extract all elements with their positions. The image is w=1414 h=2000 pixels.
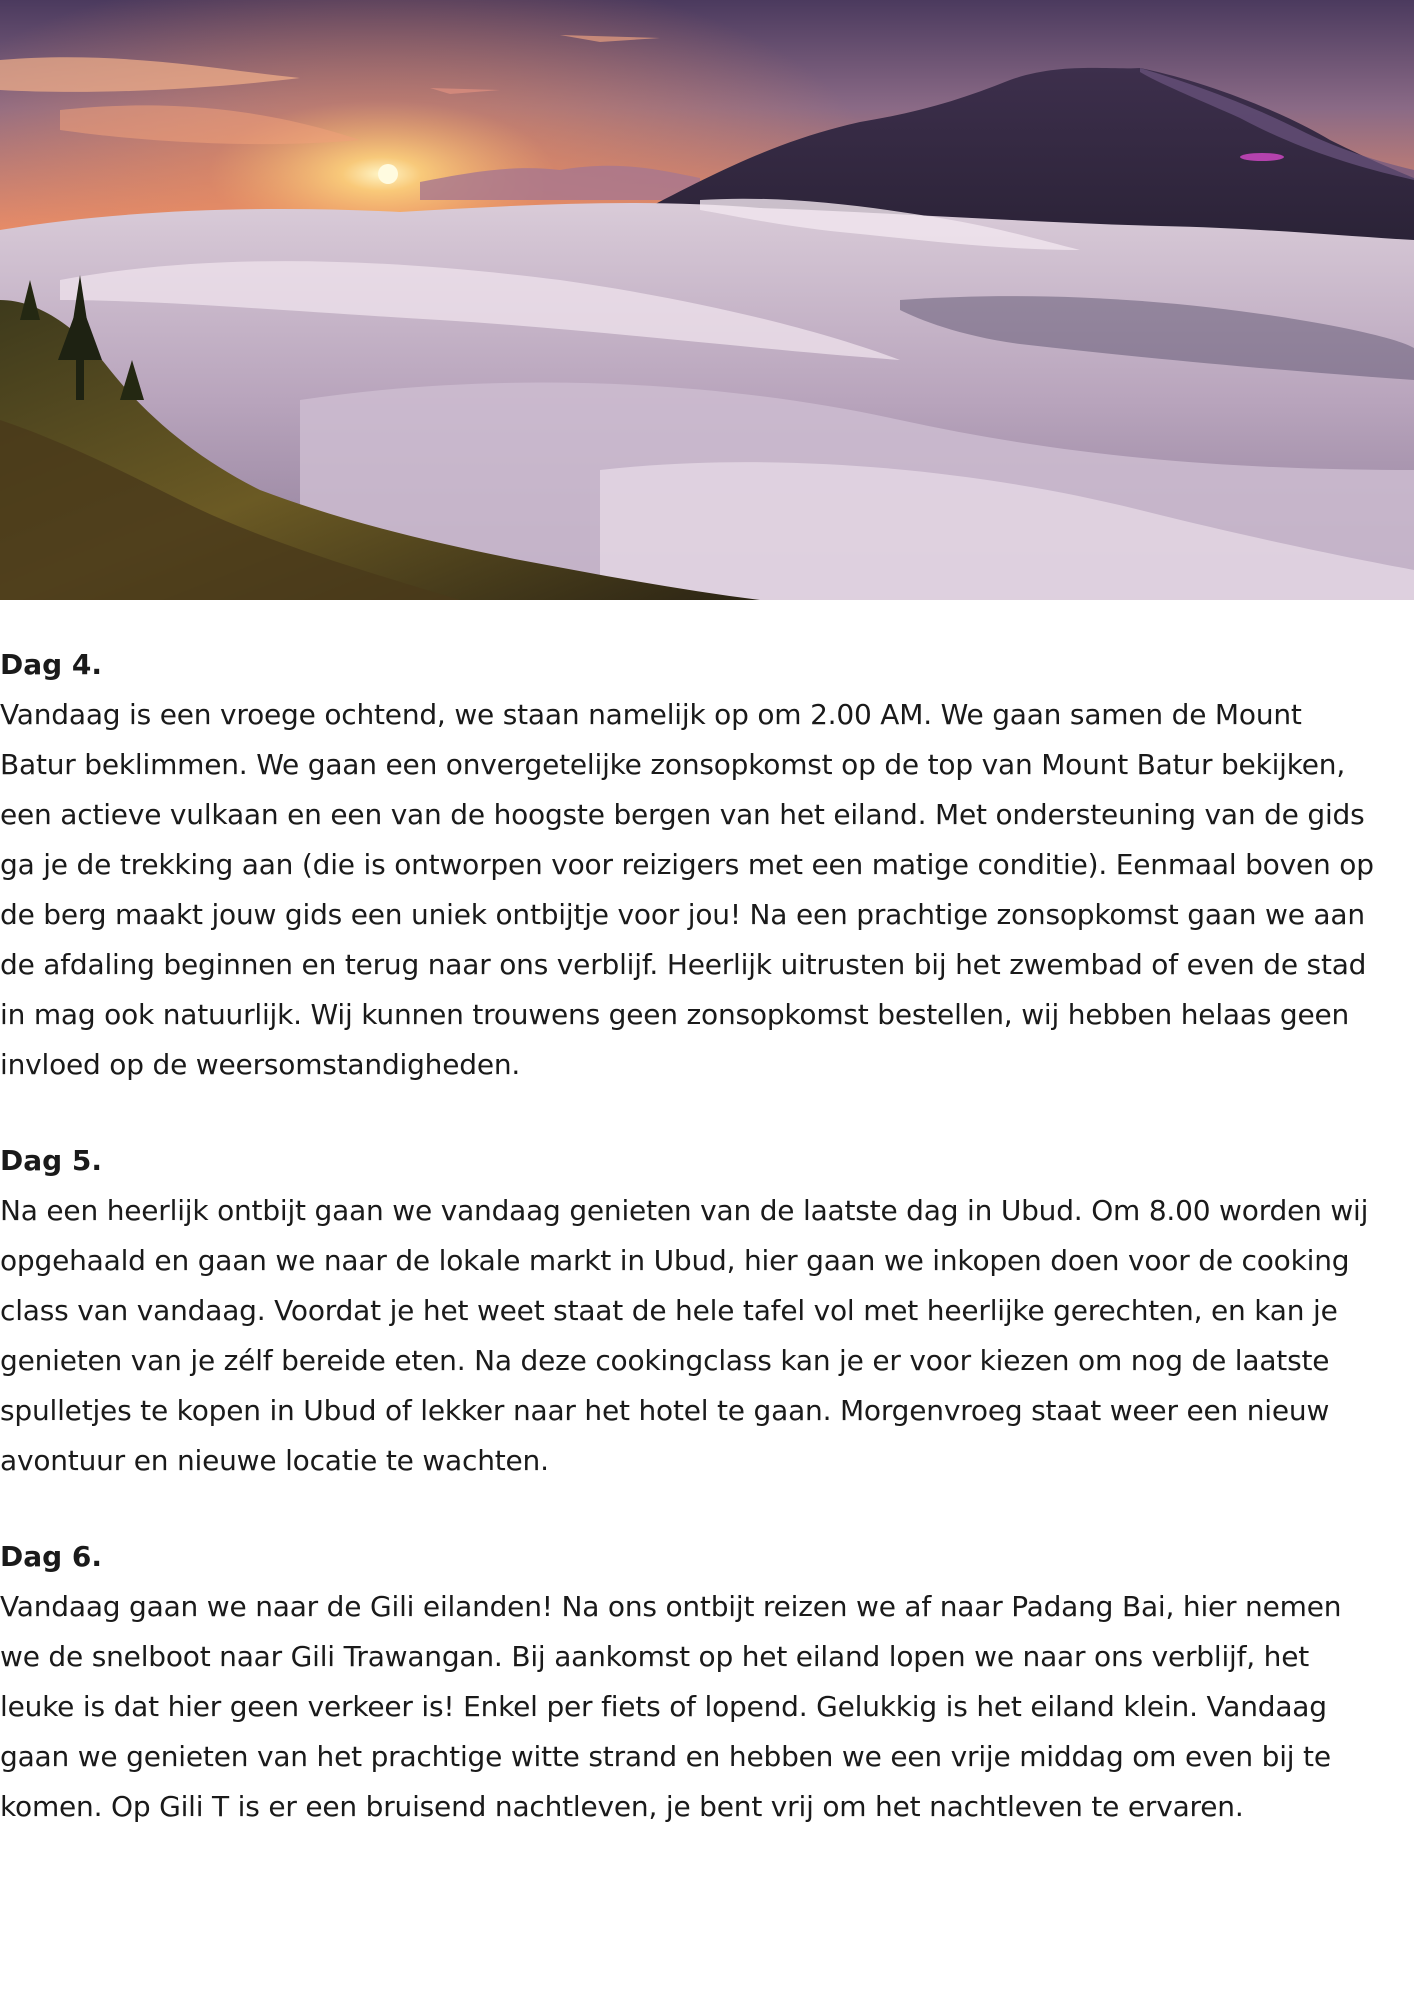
day-6-title: Dag 6. [0, 1540, 103, 1573]
day-6-section [0, 1532, 1380, 1832]
day-6-description: Vandaag gaan we naar de Gili eilanden! Na ons ontbijt reizen we af naar Padang Bai, hier nemen we de snelboot naar Gili Trawangan. Bij aankomst op het eiland lopen we naar ons verblijf, het leuke is dat hier geen verkeer is! Enkel per fiets of lopend. Gelukkig is het eiland klein. Vandaag gaan we genieten van het prachtige witte strand en hebben we een vrije middag om even bij te komen. Op Gili T is er een bruisend nachtleven, je bent vrij om het nachtleven te ervaren. [0, 1590, 1342, 1823]
itinerary-content [0, 640, 1380, 1878]
day-4-title: Dag 4. [0, 648, 103, 681]
hero-photo-sunrise-mount-batur [0, 0, 1414, 600]
sunrise-over-clouds-illustration [0, 0, 1414, 600]
day-5-title: Dag 5. [0, 1144, 103, 1177]
day-5-description: Na een heerlijk ontbijt gaan we vandaag genieten van de laatste dag in Ubud. Om 8.00 worden wij opgehaald en gaan we naar de lokale markt in Ubud, hier gaan we inkopen doen voor de cooking class van vandaag. Voordat je het weet staat de hele tafel vol met heerlijke gerechten, en kan je genieten van je zélf bereide eten. Na deze cookingclass kan je er voor kiezen om nog de laatste spulletjes te kopen in Ubud of lekker naar het hotel te gaan. Morgenvroeg staat weer een nieuw avontuur en nieuwe locatie te wachten. [0, 1194, 1369, 1477]
day-5-section [0, 1136, 1380, 1486]
day-4-description: Vandaag is een vroege ochtend, we staan namelijk op om 2.00 AM. We gaan samen de Mount Batur beklimmen. We gaan een onvergetelijke zonsopkomst op de top van Mount Batur bekijken, een actieve vulkaan en een van de hoogste bergen van het eiland. Met ondersteuning van de gids ga je de trekking aan (die is ontworpen voor reizigers met een matige conditie). Eenmaal boven op de berg maakt jouw gids een uniek ontbijtje voor jou! Na een prachtige zonsopkomst gaan we aan de afdaling beginnen en terug naar ons verblijf. Heerlijk uitrusten bij het zwembad of even de stad in mag ook natuurlijk. Wij kunnen trouwens geen zonsopkomst bestellen, wij hebben helaas geen invloed op de weersomstandigheden. [0, 698, 1374, 1081]
day-4-section [0, 640, 1380, 1090]
